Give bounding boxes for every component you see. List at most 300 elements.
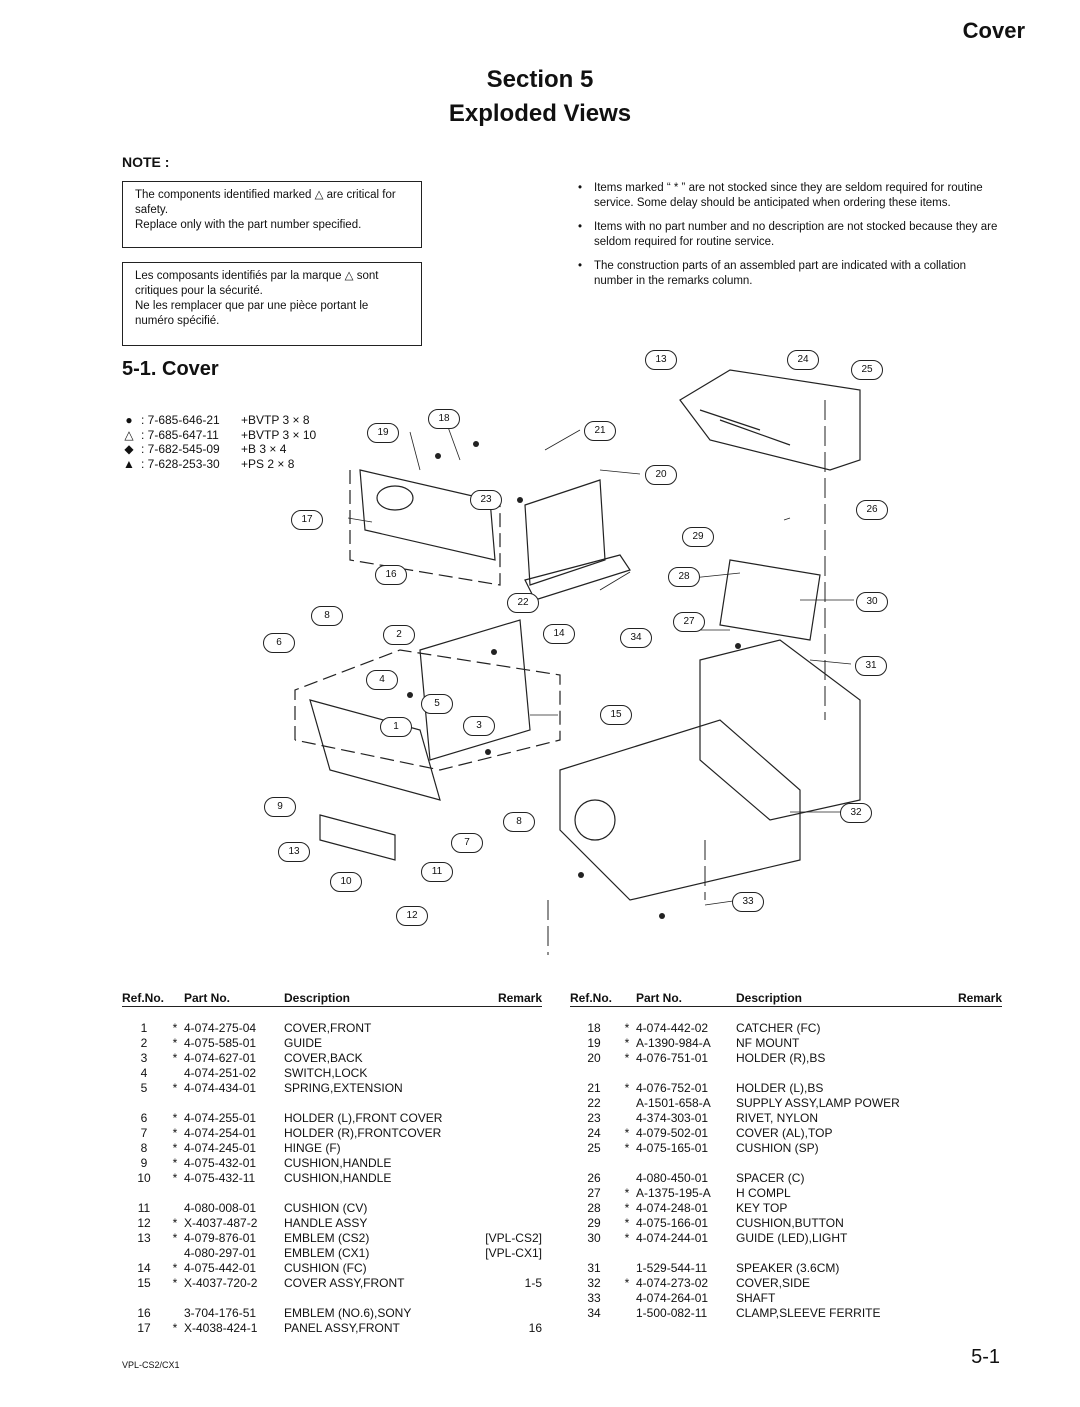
remark-cell xyxy=(464,1306,542,1321)
stock-mark-cell xyxy=(618,1066,636,1081)
table-row xyxy=(122,1171,542,1186)
callout-label: 19 xyxy=(367,423,399,443)
top-cover-detail xyxy=(700,410,790,445)
note-bullet: • Items marked “ * ” are not stocked since they are seldom required for routine service. Some delay should be anticipated when ordering these items. xyxy=(578,181,1003,211)
remark-cell xyxy=(936,1306,1002,1321)
callout-label: 9 xyxy=(264,797,296,817)
remark-cell xyxy=(936,1111,1002,1126)
description-cell: HOLDER (L),BS xyxy=(736,1081,824,1095)
lamp-supply-shape xyxy=(525,555,630,600)
part-no-cell xyxy=(636,1066,736,1081)
remark-cell xyxy=(464,1261,542,1276)
remark-cell xyxy=(936,1066,1002,1081)
table-row xyxy=(122,1261,542,1276)
callout-label: 8 xyxy=(503,812,535,832)
remark-cell xyxy=(464,1171,542,1186)
stock-mark-cell: * xyxy=(624,1201,630,1215)
part-no-cell: 4-075-432-01 xyxy=(184,1156,257,1170)
table-row xyxy=(570,1036,1002,1051)
callout-label: 32 xyxy=(840,803,872,823)
remark-cell xyxy=(936,1186,1002,1201)
ref-cell: 15 xyxy=(137,1276,151,1290)
table-row xyxy=(122,1126,542,1141)
callout-label: 8 xyxy=(311,606,343,626)
part-no-cell: X-4037-720-2 xyxy=(184,1276,258,1290)
callout-label: 22 xyxy=(507,593,539,613)
screw-part-no: : 7-685-647-11 xyxy=(141,427,219,442)
description-cell: HOLDER (R),BS xyxy=(736,1051,826,1065)
remark-cell: [VPL-CS2] xyxy=(485,1231,542,1245)
stock-mark-cell xyxy=(166,1096,184,1111)
part-no-cell: 4-075-585-01 xyxy=(184,1036,257,1050)
ref-cell: 23 xyxy=(587,1111,601,1125)
table-row xyxy=(122,1096,542,1111)
parts-table-right xyxy=(570,990,1002,1321)
description-cell: CUSHION,HANDLE xyxy=(284,1171,392,1185)
description-cell: CUSHION,BUTTON xyxy=(736,1216,844,1230)
ref-cell: 31 xyxy=(587,1261,601,1275)
description-cell: KEY TOP xyxy=(736,1201,788,1215)
remark-cell xyxy=(464,1216,542,1231)
callout-label: 24 xyxy=(787,350,819,370)
page-title-exploded-views: Exploded Views xyxy=(448,100,632,127)
part-no-cell: A-1390-984-A xyxy=(636,1036,711,1050)
table-row xyxy=(570,1201,1002,1216)
table-row xyxy=(122,1186,542,1201)
stock-mark-cell xyxy=(618,1156,636,1171)
stock-mark-cell: * xyxy=(172,1156,178,1170)
screw-part-no: : 7-685-646-21 xyxy=(141,413,220,427)
part-no-cell: 4-074-264-01 xyxy=(636,1291,709,1305)
ref-cell: 13 xyxy=(137,1231,151,1245)
ref-cell: 14 xyxy=(137,1261,151,1275)
ref-cell: 32 xyxy=(587,1276,601,1290)
stock-mark-cell: * xyxy=(172,1141,178,1155)
ref-cell: 7 xyxy=(140,1126,148,1140)
stock-mark-cell: * xyxy=(172,1051,178,1065)
description-cell: CUSHION (CV) xyxy=(284,1201,368,1215)
ref-cell xyxy=(570,1066,618,1081)
remark-cell xyxy=(464,1141,542,1156)
screw-icon xyxy=(659,913,665,919)
table-row xyxy=(570,1126,1002,1141)
part-no-cell: 4-374-303-01 xyxy=(636,1111,709,1125)
callout-label: 16 xyxy=(375,565,407,585)
remark-cell xyxy=(936,1081,1002,1096)
callout-label: 3 xyxy=(463,716,495,736)
side-cover-shape xyxy=(700,640,860,820)
description-cell: PANEL ASSY,FRONT xyxy=(284,1321,400,1335)
callout-label: 18 xyxy=(428,409,460,429)
screw-icon xyxy=(578,872,584,878)
callout-label: 28 xyxy=(668,567,700,587)
table-row xyxy=(122,1066,542,1081)
safety-note-en-line1: The components identified marked △ are critical for safety. xyxy=(135,189,396,216)
remark-cell xyxy=(936,1246,1002,1261)
ref-cell: 12 xyxy=(137,1216,151,1230)
part-no-cell xyxy=(184,1096,284,1111)
remark-cell xyxy=(936,1141,1002,1156)
table-row xyxy=(570,1306,1002,1321)
ref-cell: 26 xyxy=(587,1171,601,1185)
part-no-cell: 4-074-273-02 xyxy=(636,1276,709,1290)
table-row xyxy=(122,1306,542,1321)
parts-table-left xyxy=(122,990,542,1336)
part-no-cell xyxy=(184,1291,284,1306)
part-no-cell: 4-074-627-01 xyxy=(184,1051,257,1065)
remark-cell xyxy=(464,1186,542,1201)
part-no-cell: 4-074-245-01 xyxy=(184,1141,257,1155)
description-cell: RIVET, NYLON xyxy=(736,1111,819,1125)
table-row xyxy=(570,1291,1002,1306)
remark-cell xyxy=(936,1261,1002,1276)
description-cell: HOLDER (R),FRONTCOVER xyxy=(284,1126,442,1140)
safety-note-fr-line2: Ne les remplacer que par une pièce portant le numéro spécifié. xyxy=(135,300,369,327)
callout-label: 26 xyxy=(856,500,888,520)
ref-cell: 4 xyxy=(140,1066,148,1080)
remark-cell xyxy=(464,1021,542,1036)
callout-label: 30 xyxy=(856,592,888,612)
part-no-cell: 4-079-502-01 xyxy=(636,1126,709,1140)
callout-label: 21 xyxy=(584,421,616,441)
optical-block-shape xyxy=(560,720,800,900)
ref-cell: 21 xyxy=(587,1081,601,1095)
part-no-cell xyxy=(636,1246,736,1261)
remark-cell xyxy=(464,1126,542,1141)
remark-cell xyxy=(464,1291,542,1306)
ref-cell xyxy=(122,1246,166,1261)
remark-cell xyxy=(936,1021,1002,1036)
front-cover-shape xyxy=(310,700,440,800)
stock-mark-cell: * xyxy=(172,1216,178,1230)
part-no-cell xyxy=(184,1186,284,1201)
part-no-cell: A-1375-195-A xyxy=(636,1186,711,1200)
ref-cell: 10 xyxy=(137,1171,151,1185)
safety-note-fr-line1: Les composants identifiés par la marque △ sont critiques pour la sécurité. xyxy=(135,270,379,297)
table-row xyxy=(122,1051,542,1066)
description-cell xyxy=(736,1246,936,1261)
table-row xyxy=(570,1096,1002,1111)
ref-cell: 28 xyxy=(587,1201,601,1215)
callout-label: 10 xyxy=(330,872,362,892)
callout-label: 27 xyxy=(673,612,705,632)
callout-label: 12 xyxy=(396,906,428,926)
callout-label: 17 xyxy=(291,510,323,530)
callout-label: 23 xyxy=(470,490,502,510)
stock-mark-cell: * xyxy=(172,1081,178,1095)
stock-mark-cell xyxy=(618,1096,636,1111)
description-cell: CUSHION (FC) xyxy=(284,1261,367,1275)
callout-label: 34 xyxy=(620,628,652,648)
description-cell: GUIDE (LED),LIGHT xyxy=(736,1231,848,1245)
stock-mark-cell: * xyxy=(624,1021,630,1035)
screw-icon xyxy=(485,749,491,755)
table-row xyxy=(570,1066,1002,1081)
description-cell xyxy=(736,1156,936,1171)
description-cell: NF MOUNT xyxy=(736,1036,800,1050)
callout-label: 25 xyxy=(851,360,883,380)
note-bullet: • The construction parts of an assembled part are indicated with a collation number in the remarks column. xyxy=(578,259,1003,289)
part-no-cell xyxy=(636,1156,736,1171)
stock-mark-cell xyxy=(166,1306,184,1321)
col-remark: Remark xyxy=(464,990,542,1007)
table-row xyxy=(122,1021,542,1036)
ref-cell: 34 xyxy=(587,1306,601,1320)
stock-mark-cell xyxy=(618,1291,636,1306)
remark-cell xyxy=(936,1096,1002,1111)
table-row xyxy=(570,1081,1002,1096)
callout-label: 13 xyxy=(645,350,677,370)
table-row xyxy=(570,1171,1002,1186)
description-cell: SWITCH,LOCK xyxy=(284,1066,368,1080)
description-cell: EMBLEM (CX1) xyxy=(284,1246,370,1260)
page-title-section: Section 5 xyxy=(486,66,594,93)
description-cell: CUSHION (SP) xyxy=(736,1141,819,1155)
table-row xyxy=(122,1291,542,1306)
callout-label: 31 xyxy=(855,656,887,676)
screw-symbol-icon: ◆ xyxy=(124,442,134,456)
remark-cell xyxy=(464,1111,542,1126)
remark-cell: [VPL-CX1] xyxy=(485,1246,542,1260)
stock-mark-cell xyxy=(166,1066,184,1081)
stock-mark-cell: * xyxy=(172,1321,178,1335)
remark-cell xyxy=(936,1231,1002,1246)
col-desc: Description xyxy=(736,990,936,1007)
remark-cell xyxy=(464,1201,542,1216)
part-no-cell: 4-079-876-01 xyxy=(184,1231,257,1245)
stock-mark-cell: * xyxy=(172,1261,178,1275)
table-row xyxy=(570,1186,1002,1201)
page-number: 5-1 xyxy=(971,1346,1000,1368)
callout-label: 14 xyxy=(543,624,575,644)
ref-cell: 11 xyxy=(137,1201,151,1215)
part-no-cell: 4-075-166-01 xyxy=(636,1216,709,1230)
part-no-cell: 1-529-544-11 xyxy=(636,1261,708,1275)
description-cell xyxy=(736,1066,936,1081)
screw-icon xyxy=(407,692,413,698)
stock-mark-cell: * xyxy=(624,1126,630,1140)
part-no-cell: 4-074-275-04 xyxy=(184,1021,257,1035)
stock-mark-cell xyxy=(166,1186,184,1201)
remark-cell xyxy=(936,1291,1002,1306)
stock-mark-cell: * xyxy=(624,1081,630,1095)
part-no-cell: 4-080-297-01 xyxy=(184,1246,257,1260)
ref-cell xyxy=(122,1096,166,1111)
screw-icon xyxy=(491,649,497,655)
stock-mark-cell: * xyxy=(172,1231,178,1245)
screw-symbol-icon: △ xyxy=(124,427,134,442)
ref-cell: 25 xyxy=(587,1141,601,1155)
description-cell: H COMPL xyxy=(736,1186,791,1200)
part-no-cell: 4-074-248-01 xyxy=(636,1201,709,1215)
col-ref: Ref.No. xyxy=(570,990,618,1007)
description-cell: CUSHION,HANDLE xyxy=(284,1156,392,1170)
remark-cell xyxy=(936,1156,1002,1171)
table-row xyxy=(570,1276,1002,1291)
part-no-cell: A-1501-658-A xyxy=(636,1096,711,1110)
part-no-cell: 4-075-432-11 xyxy=(184,1171,256,1185)
screw-part-no: : 7-628-253-30 xyxy=(141,456,220,471)
table-row xyxy=(122,1141,542,1156)
remark-cell xyxy=(464,1066,542,1081)
stock-mark-cell: * xyxy=(624,1186,630,1200)
stock-mark-cell: * xyxy=(624,1216,630,1230)
table-row xyxy=(570,1261,1002,1276)
table-row xyxy=(122,1321,542,1336)
ref-cell: 1 xyxy=(140,1021,148,1035)
note-bullet: • Items with no part number and no description are not stocked because they are seldom required for routine service. xyxy=(578,220,1003,250)
ref-cell: 2 xyxy=(140,1036,148,1050)
table-row xyxy=(570,1051,1002,1066)
description-cell: SHAFT xyxy=(736,1291,776,1305)
part-no-cell: X-4038-424-1 xyxy=(184,1321,258,1335)
table-row xyxy=(122,1246,542,1261)
part-no-cell: 1-500-082-11 xyxy=(636,1306,708,1320)
front-panel-lens xyxy=(377,486,413,510)
table-row xyxy=(122,1201,542,1216)
stock-mark-cell: * xyxy=(172,1126,178,1140)
screw-desc: +B 3 × 4 xyxy=(241,442,287,456)
stock-mark-cell: * xyxy=(624,1141,630,1155)
description-cell: SPRING,EXTENSION xyxy=(284,1081,403,1095)
description-cell: HOLDER (L),FRONT COVER xyxy=(284,1111,443,1125)
description-cell: SPEAKER (3.6CM) xyxy=(736,1261,840,1275)
stock-mark-cell xyxy=(618,1306,636,1321)
remark-cell xyxy=(936,1216,1002,1231)
part-no-cell: 4-076-752-01 xyxy=(636,1081,709,1095)
part-no-cell: 4-074-251-02 xyxy=(184,1066,257,1080)
part-no-cell: 4-080-008-01 xyxy=(184,1201,257,1215)
table-row xyxy=(570,1021,1002,1036)
ref-cell: 27 xyxy=(587,1186,601,1200)
ref-cell: 22 xyxy=(587,1096,601,1110)
remark-cell xyxy=(464,1051,542,1066)
ref-cell: 17 xyxy=(137,1321,151,1335)
stock-mark-cell: * xyxy=(624,1231,630,1245)
description-cell: COVER,SIDE xyxy=(736,1276,811,1290)
description-cell: HANDLE ASSY xyxy=(284,1216,368,1230)
description-cell: GUIDE xyxy=(284,1036,323,1050)
table-row xyxy=(570,1216,1002,1231)
table-row xyxy=(122,1111,542,1126)
callout-label: 6 xyxy=(263,633,295,653)
description-cell: EMBLEM (NO.6),SONY xyxy=(284,1306,412,1320)
part-no-cell: 4-080-450-01 xyxy=(636,1171,709,1185)
stock-mark-cell: * xyxy=(624,1036,630,1050)
remark-cell xyxy=(464,1036,542,1051)
stock-mark-cell: * xyxy=(172,1021,178,1035)
stock-mark-cell: * xyxy=(172,1171,178,1185)
fan-shape xyxy=(575,800,615,840)
screw-desc: +BVTP 3 × 10 xyxy=(241,427,317,442)
footer-model: VPL-CS2/CX1 xyxy=(122,1360,180,1370)
part-no-cell: 4-075-165-01 xyxy=(636,1141,709,1155)
part-no-cell: 4-074-244-01 xyxy=(636,1231,709,1245)
part-no-cell: X-4037-487-2 xyxy=(184,1216,258,1230)
screw-icon xyxy=(473,441,479,447)
col-desc: Description xyxy=(284,990,464,1007)
remark-cell xyxy=(936,1201,1002,1216)
col-remark: Remark xyxy=(936,990,1002,1007)
description-cell: COVER ASSY,FRONT xyxy=(284,1276,405,1290)
callout-label: 13 xyxy=(278,842,310,862)
table-row xyxy=(122,1216,542,1231)
screw-symbol-icon: ▲ xyxy=(123,456,135,471)
col-part: Part No. xyxy=(636,990,736,1007)
assembly-guide-line xyxy=(350,470,500,585)
section-title: 5-1. Cover xyxy=(122,358,219,380)
remark-cell xyxy=(936,1276,1002,1291)
part-no-cell: 4-074-442-02 xyxy=(636,1021,709,1035)
handle-shape xyxy=(320,815,395,860)
ref-cell xyxy=(570,1246,618,1261)
ref-cell: 3 xyxy=(140,1051,148,1065)
table-header-row xyxy=(570,990,1002,1007)
ref-cell: 33 xyxy=(587,1291,601,1305)
description-cell: COVER,FRONT xyxy=(284,1021,372,1035)
part-no-cell: 3-704-176-51 xyxy=(184,1306,257,1320)
front-panel-shape xyxy=(360,470,495,560)
screw-icon xyxy=(735,643,741,649)
callout-label: 4 xyxy=(366,670,398,690)
callout-label: 15 xyxy=(600,705,632,725)
part-no-cell: 4-074-255-01 xyxy=(184,1111,257,1125)
remark-cell: 1-5 xyxy=(524,1276,542,1290)
description-cell: COVER (AL),TOP xyxy=(736,1126,833,1140)
part-no-cell: 4-074-434-01 xyxy=(184,1081,257,1095)
description-cell: SPACER (C) xyxy=(736,1171,805,1185)
part-no-cell: 4-075-442-01 xyxy=(184,1261,257,1275)
callout-label: 5 xyxy=(421,694,453,714)
stock-mark-cell: * xyxy=(172,1111,178,1125)
col-ref: Ref.No. xyxy=(122,991,164,1005)
safety-note-en-line2: Replace only with the part number specified. xyxy=(135,219,362,231)
table-row xyxy=(122,1231,542,1246)
stock-mark-cell xyxy=(166,1291,184,1306)
remark-cell: 16 xyxy=(528,1321,542,1335)
note-label: NOTE : xyxy=(122,154,170,170)
remark-cell xyxy=(936,1051,1002,1066)
ref-cell: 18 xyxy=(587,1021,601,1035)
remark-cell xyxy=(464,1156,542,1171)
col-part: Part No. xyxy=(184,990,284,1007)
ref-cell: 20 xyxy=(587,1051,601,1065)
callout-label: 20 xyxy=(645,465,677,485)
screw-symbol-icon: ● xyxy=(125,413,133,427)
ref-cell: 30 xyxy=(587,1231,601,1245)
ref-cell xyxy=(122,1186,166,1201)
ref-cell xyxy=(570,1156,618,1171)
ref-cell: 24 xyxy=(587,1126,601,1140)
description-cell: CLAMP,SLEEVE FERRITE xyxy=(736,1306,881,1320)
stock-mark-cell xyxy=(166,1201,184,1216)
description-cell: EMBLEM (CS2) xyxy=(284,1231,370,1245)
table-row xyxy=(122,1081,542,1096)
stock-mark-cell: * xyxy=(172,1276,178,1290)
ref-cell: 19 xyxy=(587,1036,601,1050)
description-cell: COVER,BACK xyxy=(284,1051,363,1065)
ref-cell: 8 xyxy=(140,1141,148,1155)
screw-desc: +BVTP 3 × 8 xyxy=(241,413,310,427)
remark-cell xyxy=(936,1126,1002,1141)
ref-cell: 9 xyxy=(140,1156,148,1170)
header-section-name: Cover xyxy=(962,18,1025,43)
description-cell: SUPPLY ASSY,LAMP POWER xyxy=(736,1096,900,1110)
ref-cell: 5 xyxy=(140,1081,148,1095)
table-row xyxy=(570,1141,1002,1156)
stock-mark-cell: * xyxy=(172,1036,178,1050)
description-cell xyxy=(284,1096,464,1111)
